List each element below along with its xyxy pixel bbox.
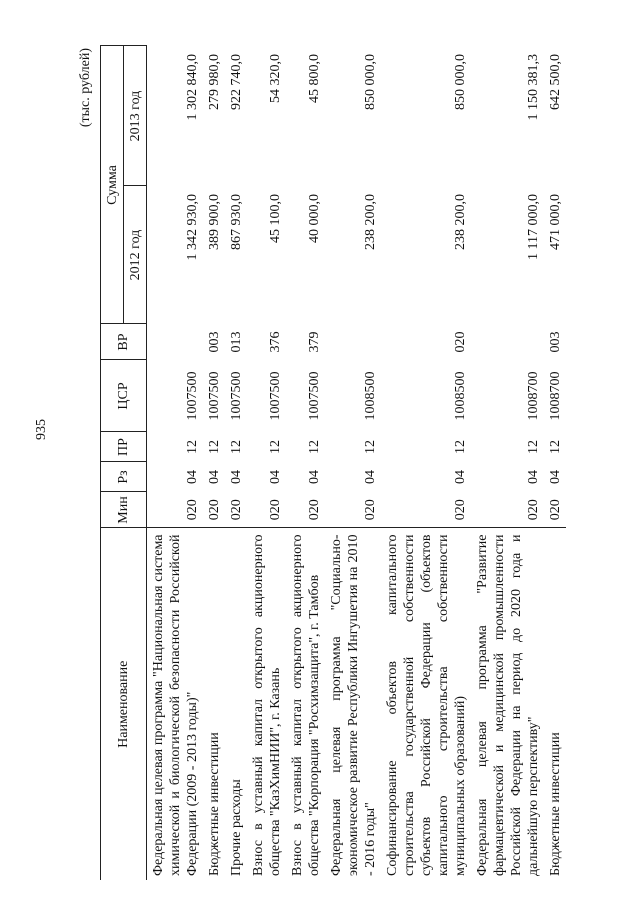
row-pr: 12	[229, 440, 244, 454]
table-row	[247, 46, 286, 880]
page-number: 935	[34, 419, 49, 440]
row-min: 020	[185, 499, 200, 521]
table-row	[203, 46, 225, 880]
row-amount-2013: 850 000,0	[453, 54, 468, 110]
row-min: 020	[363, 499, 378, 521]
row-min: 020	[453, 499, 468, 521]
row-rz: 04	[548, 470, 563, 484]
row-vr: 020	[453, 331, 468, 353]
table-row	[381, 46, 471, 880]
header-2013: 2013 год	[124, 46, 147, 186]
budget-table	[100, 46, 566, 881]
row-name: Федеральная целевая программа "Национальная система химической и биологической безопасности Российской Федерации (2009 - 2013 годы)"	[147, 528, 204, 880]
table-row	[225, 46, 247, 880]
row-vr	[325, 324, 381, 360]
row-pr: 12	[526, 440, 541, 454]
header-vr: ВР	[101, 324, 147, 360]
row-min: 020	[307, 499, 322, 521]
row-rz: 04	[453, 470, 468, 484]
table-row	[286, 46, 325, 880]
row-amount-2012: 238 200,0	[363, 194, 378, 250]
row-csr: 1008500	[363, 371, 378, 421]
row-name: Бюджетные инвестиции	[544, 528, 566, 880]
row-csr: 1007500	[229, 371, 244, 421]
row-csr: 1007500	[207, 371, 222, 421]
row-min: 020	[268, 499, 283, 521]
row-amount-2012: 238 200,0	[453, 194, 468, 250]
row-amount-2013: 45 800,0	[307, 54, 322, 103]
row-csr: 1007500	[185, 371, 200, 421]
row-rz: 04	[185, 470, 200, 484]
row-name: Взнос в уставный капитал открытого акционерного общества "КазХимНИИ", г. Казань	[247, 528, 286, 880]
row-amount-2012: 867 930,0	[229, 194, 244, 250]
row-pr: 12	[307, 440, 322, 454]
header-name: Наименование	[101, 528, 147, 880]
table-row	[325, 46, 381, 880]
row-amount-2013: 850 000,0	[363, 54, 378, 110]
row-rz: 04	[363, 470, 378, 484]
row-amount-2012: 1 117 000,0	[526, 194, 541, 260]
table-header	[101, 46, 147, 880]
row-vr: 003	[207, 331, 222, 353]
header-pr: ПР	[101, 432, 147, 462]
row-amount-2013: 1 150 381,3	[526, 54, 541, 121]
header-min: Мин	[101, 492, 147, 528]
row-csr: 1008500	[453, 371, 468, 421]
row-min: 020	[229, 499, 244, 521]
row-vr: 376	[268, 331, 283, 353]
row-name: Бюджетные инвестиции	[203, 528, 225, 880]
row-min: 020	[526, 499, 541, 521]
row-pr: 12	[548, 440, 563, 454]
row-amount-2013: 922 740,0	[229, 54, 244, 110]
row-rz: 04	[207, 470, 222, 484]
row-min: 020	[207, 499, 222, 521]
row-csr: 1007500	[268, 371, 283, 421]
row-amount-2012: 471 000,0	[548, 194, 563, 250]
row-rz: 04	[307, 470, 322, 484]
row-vr	[147, 324, 204, 360]
row-pr: 12	[363, 440, 378, 454]
row-amount-2012: 40 000,0	[307, 194, 322, 243]
row-name: Взнос в уставный капитал открытого акционерного общества "Корпорация "Росхимзащита", г. Тамбов	[286, 528, 325, 880]
row-pr: 12	[185, 440, 200, 454]
header-sum: Сумма	[101, 46, 124, 324]
row-csr: 1007500	[307, 371, 322, 421]
row-pr: 12	[453, 440, 468, 454]
row-pr: 12	[268, 440, 283, 454]
table-row	[544, 46, 566, 880]
table-body	[147, 46, 567, 880]
row-pr: 12	[207, 440, 222, 454]
row-name: Прочие расходы	[225, 528, 247, 880]
row-vr: 003	[548, 331, 563, 353]
row-amount-2012: 389 900,0	[207, 194, 222, 250]
row-rz: 04	[526, 470, 541, 484]
row-amount-2013: 642 500,0	[548, 54, 563, 110]
row-vr: 379	[307, 331, 322, 353]
row-name: Федеральная целевая программа "Социально-экономическое развитие Республики Ингушетия на 2010 - 2016 годы"	[325, 528, 381, 880]
table-row	[471, 46, 544, 880]
row-amount-2013: 279 980,0	[207, 54, 222, 110]
row-amount-2012: 1 342 930,0	[185, 194, 200, 261]
header-rz: Рз	[101, 462, 147, 492]
units-note: (тыс. рублей)	[78, 48, 93, 128]
row-amount-2013: 1 302 840,0	[185, 54, 200, 121]
table-row	[147, 46, 204, 880]
row-amount-2013: 54 320,0	[268, 54, 283, 103]
header-2012: 2012 год	[124, 186, 147, 324]
row-vr	[471, 324, 544, 360]
row-csr: 1008700	[526, 371, 541, 421]
row-min: 020	[548, 499, 563, 521]
row-rz: 04	[229, 470, 244, 484]
row-name: Федеральная целевая программа "Развитие фармацевтической и медицинской промышленности Российской Федерации на период до 2020 года и дальнейшую перспективу"	[471, 528, 544, 880]
header-csr: ЦСР	[101, 360, 147, 432]
row-csr: 1008700	[548, 371, 563, 421]
row-vr: 013	[229, 331, 244, 353]
row-rz: 04	[268, 470, 283, 484]
rotated-page-content	[78, 40, 600, 880]
row-amount-2012: 45 100,0	[268, 194, 283, 243]
row-name: Софинансирование объектов капитального строительства государственной собственности субъектов Российской Федерации (объектов капитального строительства собственности муниципальных образований)	[381, 528, 471, 880]
